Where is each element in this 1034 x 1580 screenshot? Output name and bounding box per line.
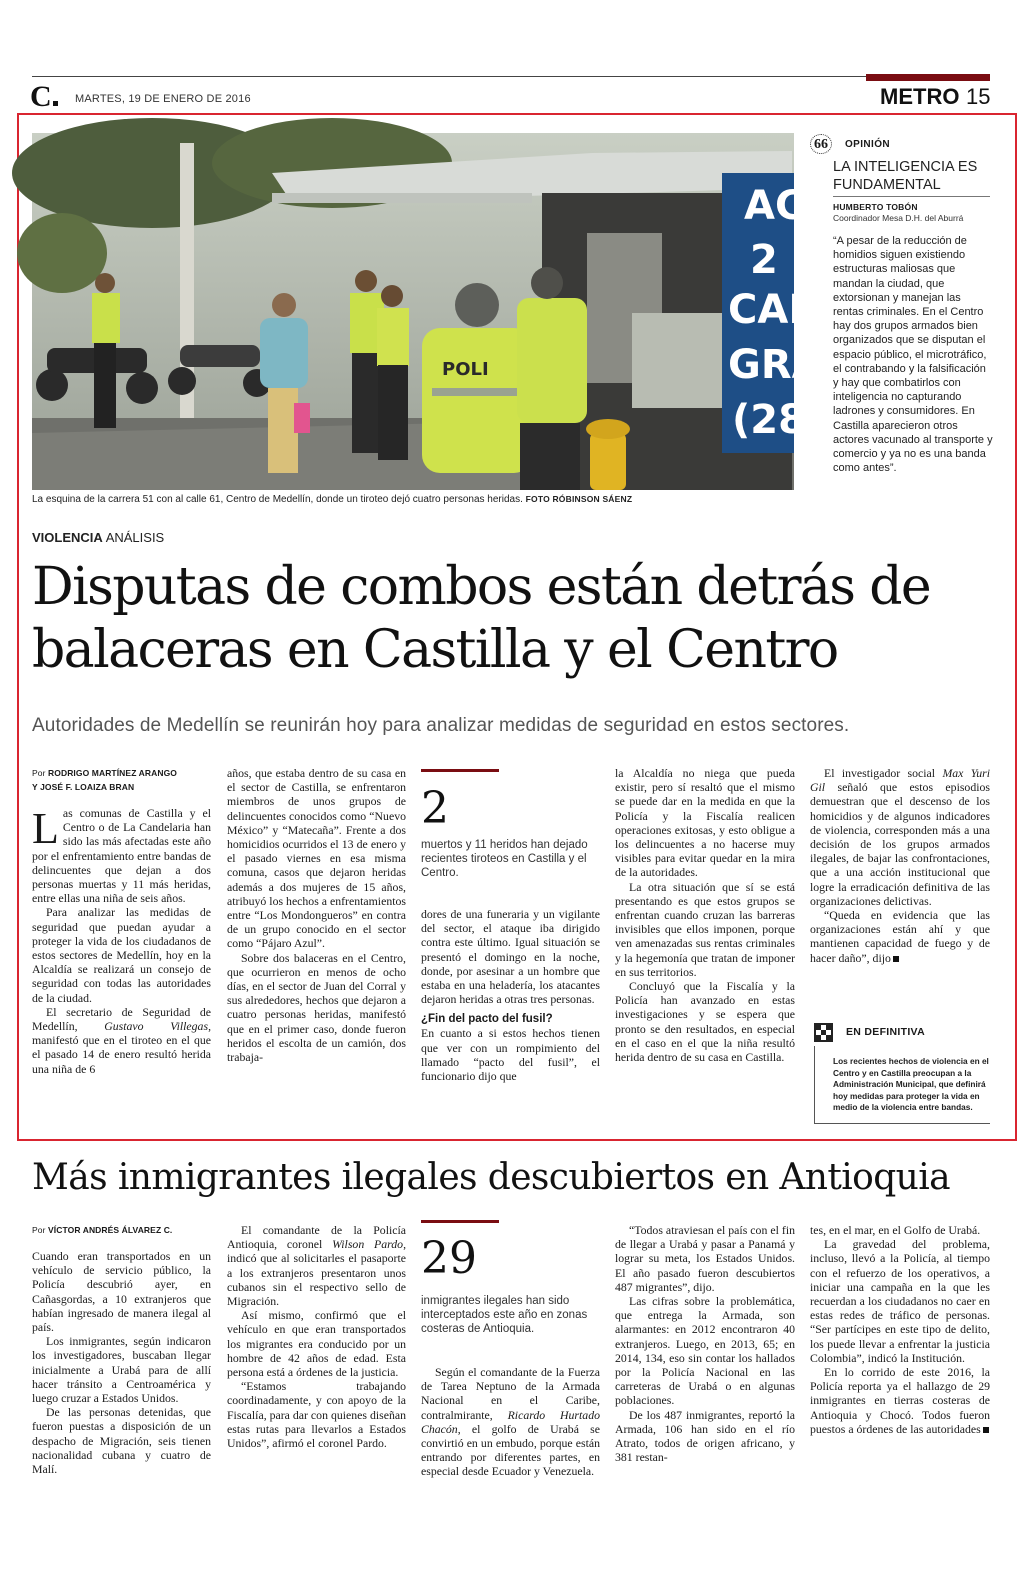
sign-text-2: 2 (750, 237, 778, 283)
article-byline: Por RODRIGO MARTÍNEZ ARANGO Y JOSÉ F. LOAIZA BRAN (32, 768, 178, 792)
opinion-author-role: Coordinador Mesa D.H. del Aburrá (833, 213, 964, 223)
photo-credit: FOTO RÓBINSON SÁENZ (525, 494, 633, 504)
section-accent-bar (866, 74, 990, 81)
issue-date: MARTES, 19 DE ENERO DE 2016 (75, 93, 251, 105)
article-kicker: VIOLENCIA ANÁLISIS (32, 530, 165, 545)
second-article-column-5: tes, en el mar, en el Golfo de Urabá. La gravedad del problema, incluso, llevó a la Policía, al tiempo con el refuerzo de los operativos, a iniciar una campaña en la que les recuerdan a los ciudadanos no caer en estas redes de tráfico de personas. “Ser partícipes en este tipo de delito, los puede llevar a enfrentar la justicia Colombia”, indicó la Institución. En lo corrido de este 2016, la Policía reporta ya el hallazgo de 29 inmigrantes en tierras costeras de Antioquia y Chocó. Todos fueron puestos a órdenes de las autoridades (810, 1223, 990, 1436)
section-subhead: ¿Fin del pacto del fusil? (421, 1013, 553, 1026)
article-column-2: años, que estaba dentro de su casa en el sector de Castilla, se enfrentaron miembros de unos grupos de delincuentes conocidos como “Nuevo México” y “Matecaña”. Frente a dos homicidios ocurridos el 13 de enero y el pasado viernes en esa misma comuna, casos que dejaron heridas además a dos mujeres de 15 años, atribuyó los hechos a enfrentamientos entre “Los Mondongueros” en contra de un grupo conocido en el sector como “Pájaro Azul”. Sobre dos balaceras en el Centro, que ocurrieron en menos de ocho días, en el sector de Juan del Corral y sus alrededores, hechos que dejaron a cuatro personas heridas, manifestó que en el primer caso, donde fueron heridos el escolta de un camión, dos trabaja- (227, 766, 406, 1065)
article-column-5: El investigador social Max Yuri Gil señaló que estos episodios demuestran que el descenso de los homicidios y de algunos indicadores de violencia, corresponden más a una decisión de los grupos armados ilegales, de bajar las confrontaciones, que a una acción institucional que logre la erradicación definitiva de las organizaciones delictivas. “Queda en evidencia que las organizaciones están ahí y que mantienen capacidad de fuego y de hacer daño”, dijo (810, 766, 991, 965)
second-article-column-4: “Todos atraviesan el país con el fin de llegar a Urabá y pasar a Panamá y lograr su meta, los Estados Unidos. El año pasado fueron descubiertos 487 migrantes”, dijo. Las cifras sobre la problemática, que entrega la Armada, son alarmantes: en 2012 encontraron 40 extranjeros. Luego, en 2013, 65; en 2014, 134, eso sin contar los hallados por la Policía Nacional en las carreteras de Urabá o en algunas poblaciones. De los 487 inmigrantes, reportó la Armada, 106 han sido en el río Atrato, todos de origen africano, y 381 restan- (615, 1223, 795, 1465)
sign-text-4: GRA (728, 342, 823, 388)
photo-caption: La esquina de la carrera 51 con al calle 61, Centro de Medellín, donde un tiroteo dejó cuatro personas heridas. FOTO RÓBINSON SÁENZ (32, 494, 633, 505)
summary-box: Los recientes hechos de violencia en el Centro y en Castilla preocupan a la Administración Municipal, que definirá hoy medidas para proteger la vida en medio de la violencia entre bandas. (814, 1046, 990, 1124)
article-column-3: dores de una funeraria y un vigilante del sector, el ataque iba dirigido contra este último. Igual situación se presentó el domingo en la noche, donde, por asesinar a un hombre que estaba en una heladería, los atacantes dejaron heridas a otras tres personas. ¿Fin del pacto del fusil? En cuanto a si estos hechos tienen que ver con un rompimiento del llamado “pacto del fusil”, el funcionario dijo que (421, 907, 600, 1084)
second-stat-description: inmigrantes ilegales han sido interceptados este año en zonas costeras de Antioquia. (421, 1295, 588, 1335)
article-column-1: Por RODRIGO MARTÍNEZ ARANGO Y JOSÉ F. LOAIZA BRAN Las comunas de Castilla y el Centro o de La Candelaria han sido las más afectadas este año por el enfrentamiento entre bandas de delincuentes que dejan a dos personas muertas y 11 más heridas, entre ellas una niña de seis años. Para analizar las medidas de seguridad que puedan ayudar a proteger la vida de los ciudadanos de estos sectores de Medellín, hoy en la Alcaldía se realizará un consejo de seguridad con todas las autoridades de la ciudad. El secretario de Seguridad de Medellín, Gustavo Villegas, manifestó que en el tiroteo en el que el pasado 14 de enero resultó herida una niña de 6 (32, 768, 212, 1076)
second-article-headline: Más inmigrantes ilegales descubiertos en Antioquia (32, 1157, 951, 1198)
opinion-title: LA INTELIGENCIA ES FUNDAMENTAL (833, 159, 978, 193)
second-end-mark (983, 1427, 989, 1433)
quote-icon: 66 (810, 134, 832, 154)
article-headline: Disputas de combos están detrás de balaceras en Castilla y el Centro (32, 557, 931, 680)
second-article-column-1: Por VÍCTOR ANDRÉS ÁLVAREZ C. Cuando eran transportados en un vehículo de servicio público, la Policía descubrió ayer, en Cañasgordas, a 10 extranjeros que habían ingresado de manera ilegal al país. Los inmigrantes, según indicaron los investigadores, buscaban llegar inicialmente a Urabá para de allí hacer tránsito a Centroamérica y luego cruzar a Estados Unidos. De las personas detenidas, que fueron puestas a disposición de un despacho de Migración, seis tienen nacionalidad cubana y cuatro de Malí. (32, 1225, 211, 1477)
sign-text-1: AC (744, 183, 805, 229)
sign-text-5: (28 (732, 397, 806, 443)
opinion-label: OPINIÓN (845, 139, 891, 150)
page-number: 15 (966, 84, 991, 109)
sign-text-3: CAN (728, 287, 822, 333)
newspaper-logo: C (30, 80, 58, 114)
drop-cap: L (32, 804, 59, 853)
second-article-byline: Por VÍCTOR ANDRÉS ÁLVAREZ C. (32, 1225, 173, 1235)
stat-accent-rule (421, 769, 499, 772)
second-article-column-2: El comandante de la Policía Antioquia, coronel Wilson Pardo, indicó que al solicitarles el pasaporte a los extranjeros presentaron unos cubanos sin el respectivo sello de Migración. Así mismo, confirmó que el vehículo en que eran transportados los migrantes era conducido por un hombre de 42 años de edad. Esta persona está a órdenes de la justicia. “Estamos trabajando coordinadamente, y con apoyo de la Fiscalía, para dar con quienes diseñan estas rutas para llevarlos a Estados Unidos”, afirmó el coronel Pardo. (227, 1223, 407, 1451)
vest-text: POLI (442, 359, 489, 380)
stat-number: 2 (421, 783, 449, 834)
stat-description: muertos y 11 heridos han dejado recientes tiroteos en Castilla y el Centro. (421, 839, 588, 879)
summary-label: EN DEFINITIVA (846, 1026, 925, 1038)
second-stat-accent-rule (421, 1220, 499, 1223)
opinion-author: HUMBERTO TOBÓN (833, 202, 918, 212)
header-rule (32, 76, 990, 77)
end-mark (893, 956, 899, 962)
opinion-quote-text: “A pesar de la reducción de homidios siguen existiendo estructuras maliosas que mandan la ciudad, que extorsionan y manejan las rentas criminales. En el Centro hay dos grupos armados bien organizados que se disputan el espacio público, el microtráfico, el contrabando y la falsificación y hay que combatirlos con inteligencia no capturando ladrones y consumidores. En Castilla aparecieron otros actores vacunado al transporte y comercio y ya no es una banda como antes”. (833, 235, 993, 475)
article-column-4: la Alcaldía no niega que pueda existir, pero sí resaltó que el mismo se puede dar en la medida en que la Policía y la Fiscalía realicen operaciones exitosas, y esto obligue a los delincuentes a no hacerse muy visibles para evitar quedar en la mira de la autoridades. La otra situación que sí se está presentando es que estos grupos se enfrentan cuando cruzan las barreras invisibles que ellos imponen, porque ven amenazadas sus rentas criminales y la hegemonía que tratan de imponer en sus territorios. Concluyó que la Fiscalía y la Policía han avanzado en estas investigaciones y se espera que pronto se den resultados, en especial en el caso en el que la niña resultó herida dentro de su casa en Castilla. (615, 766, 795, 1065)
article-subheadline: Autoridades de Medellín se reunirán hoy para analizar medidas de seguridad en estos sectores. (32, 715, 850, 736)
opinion-rule (833, 196, 990, 197)
section-name: METRO (880, 84, 960, 109)
summary-icon (814, 1023, 833, 1042)
second-article-column-3: Según el comandante de la Fuerza de Tarea Neptuno de la Armada Nacional en el Caribe, contralmirante, Ricardo Hurtado Chacón, el golfo de Urabá se convirtió en un embudo, porque están entrando por diferentes partes, en especial desde Ecuador y Venezuela. (421, 1365, 600, 1479)
second-stat-number: 29 (421, 1233, 477, 1284)
